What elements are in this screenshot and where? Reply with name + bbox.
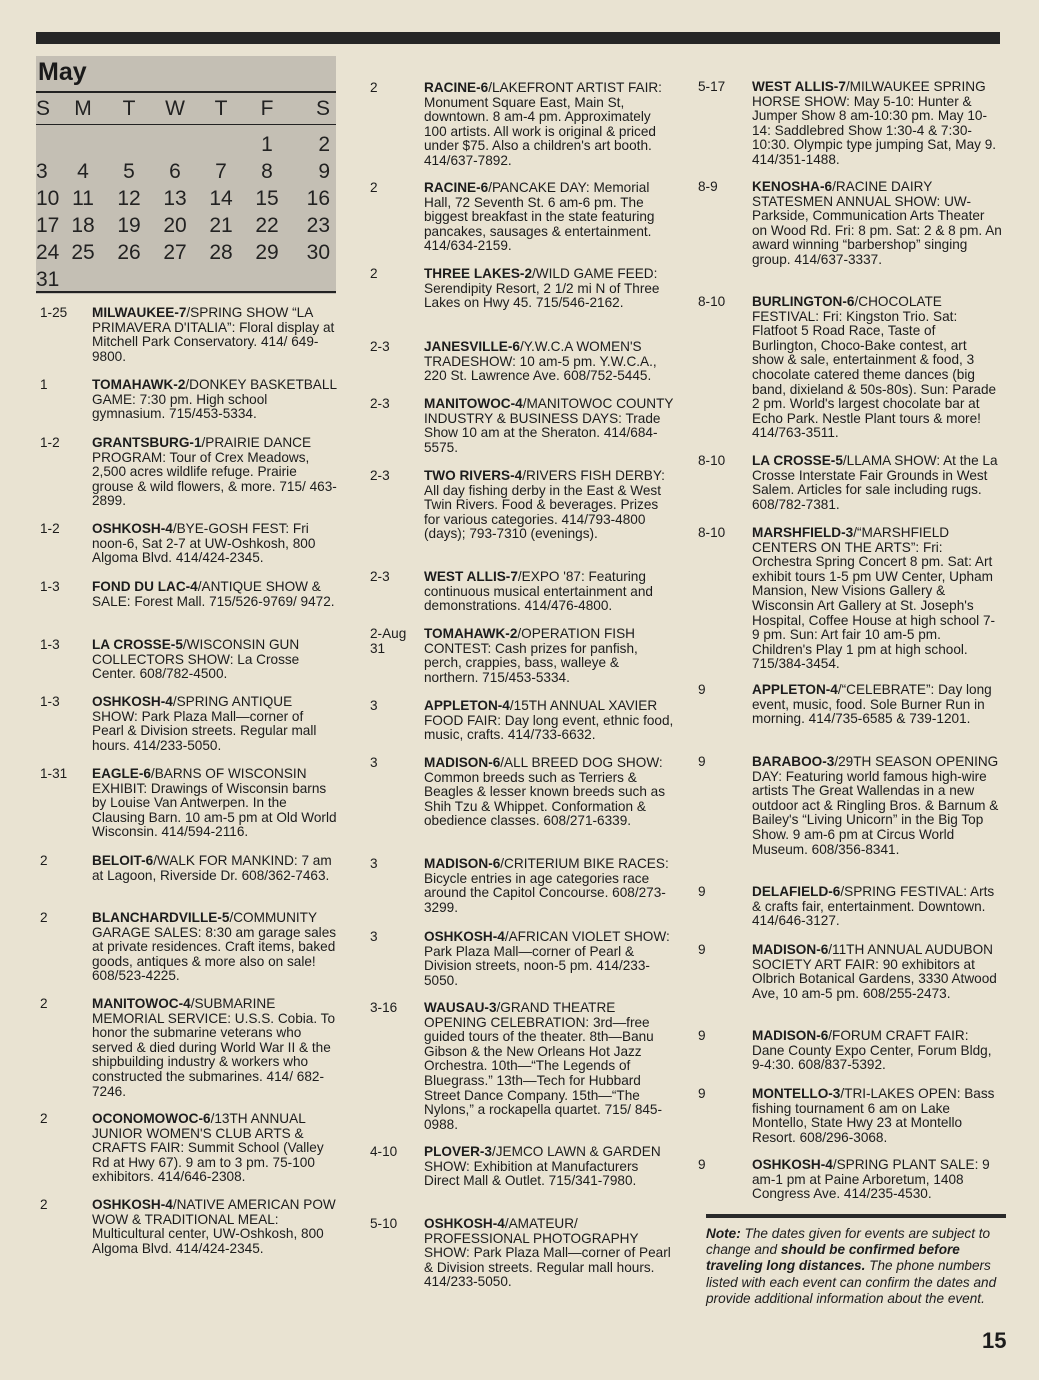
calendar-week [36, 240, 336, 266]
calendar-day: 6 [169, 160, 181, 183]
event-description [752, 454, 1002, 512]
event-date: 2-Aug 31 [370, 626, 407, 656]
event-date: 2 [40, 996, 48, 1011]
event-city: THREE LAKES-2 [424, 266, 533, 281]
calendar-week [36, 213, 336, 239]
calendar-day [152, 132, 198, 158]
event-description [752, 1087, 1002, 1145]
event-date: 1-3 [40, 694, 60, 709]
event-description [92, 436, 338, 509]
event-text: /SPRING ANTIQUE SHOW: Park Plaza Mall—corner of Pearl & Division streets. Regular mall hours. 414/233-5050. [92, 694, 317, 753]
event-text: /RACINE DAIRY STATESMEN ANNUAL SHOW: UW-Parkside, Communication Arts Theater on Wood Rd. Fri: 8 pm. Sat: 2 & 8 pm. An award winning “barbershop” singing group. 414/637-3337. [752, 179, 1002, 267]
event-date: 9 [698, 1028, 706, 1043]
calendar-day [152, 267, 198, 293]
calendar-day: 29 [255, 241, 279, 264]
calendar [36, 56, 336, 294]
event-date: 2 [40, 1111, 48, 1126]
event-text: /PRAIRIE DANCE PROGRAM: Tour of Crex Meadows, 2,500 acres wildlife refuge. Prairie grouse & wild flowers, & more. 715/ 463-2899. [92, 435, 337, 509]
event-city: MANITOWOC-4 [92, 996, 191, 1011]
event-text: /SPRING PLANT SALE: 9 am-1 pm at Paine Arboretum, 1408 Congress Ave. 414/235-4530. [752, 1157, 990, 1202]
calendar-day: 18 [71, 214, 95, 237]
calendar-day [106, 267, 152, 293]
event-description [92, 638, 338, 682]
event-description [92, 997, 338, 1099]
weekday-label: W [165, 97, 185, 120]
event-date: 2-3 [370, 339, 390, 354]
event-text: /BARNS OF WISCONSIN EXHIBIT: Drawings of Wisconsin barns by Louise Van Antwerpen. In the Clausing Barn. 10 am-5 pm at Old World Wisconsin. 414/594-2116. [92, 766, 337, 840]
event-text: /15TH ANNUAL XAVIER FOOD FAIR: Day long event, ethnic food, music, crafts. 414/733-6632. [424, 698, 674, 743]
event-city: APPLETON-4 [752, 682, 838, 697]
event-city: LA CROSSE-5 [92, 637, 183, 652]
disclaimer-note [706, 1226, 1006, 1307]
weekday-label: S [36, 97, 51, 120]
calendar-week [36, 132, 336, 158]
calendar-day: 31 [36, 268, 60, 291]
event-city: LA CROSSE-5 [752, 453, 843, 468]
calendar-day: 22 [255, 214, 279, 237]
event-city: OSHKOSH-4 [424, 929, 505, 944]
event-city: WEST ALLIS-7 [424, 569, 518, 584]
event-date: 2 [370, 266, 378, 281]
calendar-weekday-header [36, 96, 336, 122]
event-city: MANITOWOC-4 [424, 396, 523, 411]
event-date: 1-3 [40, 579, 60, 594]
event-city: RACINE-6 [424, 80, 489, 95]
event-date: 8-10 [698, 294, 726, 309]
divider [36, 291, 336, 293]
event-date: 9 [698, 1157, 706, 1172]
event-text: /SPRING FESTIVAL: Arts & crafts fair, entertainment. Downtown. 414/646-3127. [752, 884, 995, 929]
event-text: /COMMUNITY GARAGE SALES: 8:30 am garage sales at private residences. Craft items, baked goods, antiques & more also on sale! 608/523-4225. [92, 910, 337, 984]
event-text: /AFRICAN VIOLET SHOW: Park Plaza Mall—corner of Pearl & Division streets, noon-5 pm. 414/233-5050. [424, 929, 670, 988]
event-date: 8-10 [698, 525, 726, 540]
event-city: DELAFIELD-6 [752, 884, 841, 899]
event-description [92, 580, 338, 609]
calendar-day: 13 [163, 187, 187, 210]
note-emphasis: should be confirmed before traveling long distances. [706, 1242, 960, 1274]
calendar-day: 25 [71, 241, 95, 264]
event-date: 1-25 [40, 305, 68, 320]
event-description [752, 683, 1002, 727]
event-city: JANESVILLE-6 [424, 339, 520, 354]
event-date: 5-10 [370, 1216, 398, 1231]
weekday-label: M [74, 97, 92, 120]
event-text: /LAKEFRONT ARTIST FAIR: Monument Square East, Main St, downtown. 8 am-4 pm. Approximately 100 artists. All work is original & priced under $75. Also a children's art booth. 414/637-7892. [424, 80, 662, 168]
event-description [424, 699, 674, 743]
event-text: /TRI-LAKES OPEN: Bass fishing tournament 6 am on Lake Montello, State Hwy 23 at Montello Resort. 608/296-3068. [752, 1086, 995, 1145]
event-date: 2-3 [370, 569, 390, 584]
calendar-day: 24 [36, 241, 60, 264]
event-city: TOMAHAWK-2 [424, 626, 518, 641]
calendar-day: 8 [261, 160, 273, 183]
event-text: /ANTIQUE SHOW & SALE: Forest Mall. 715/526-9769/ 9472. [92, 579, 335, 609]
event-city: OSHKOSH-4 [92, 694, 173, 709]
event-text: /WILD GAME FEED: Serendipity Resort, 2 1/2 mi N of Three Lakes on Hwy 45. 715/546-2162. [424, 266, 660, 311]
event-city: OCONOMOWOC-6 [92, 1111, 211, 1126]
event-text: /CHOCOLATE FESTIVAL: Fri: Kingston Trio. Sat: Flatfoot 5 Road Race, Taste of Burlington, Choco-Bake contest, art show & sale, entertainment & food, 3 chocolate catered theme dances (big band, dixieland & 50s-80s). Sun: Parade 2 pm. World's largest chocolate bar at Echo Park. Nestle Plant tours & more! 414/763-3511. [752, 294, 997, 441]
event-text: /DONKEY BASKETBALL GAME: 7:30 pm. High school gymnasium. 715/453-5334. [92, 377, 337, 422]
weekday-label: S [315, 97, 330, 120]
event-city: BELOIT-6 [92, 853, 154, 868]
event-date: 8-10 [698, 453, 726, 468]
calendar-day [60, 132, 106, 158]
weekday-label: F [260, 97, 274, 120]
event-date: 4-10 [370, 1144, 398, 1159]
calendar-day: 1 [261, 133, 273, 156]
event-text: /LLAMA SHOW: At the La Crosse Interstate Fair Grounds in West Salem. Articles for sale including rugs. 608/782-7381. [752, 453, 998, 512]
calendar-day [244, 267, 290, 293]
event-date: 3 [370, 698, 378, 713]
event-city: WAUSAU-3 [424, 1000, 497, 1015]
event-date: 8-9 [698, 179, 718, 194]
event-city: MADISON-6 [424, 755, 501, 770]
calendar-day: 26 [117, 241, 141, 264]
event-description [424, 756, 674, 829]
event-date: 2 [40, 910, 48, 925]
note-text-1: The dates given for events are subject to change and [706, 1226, 991, 1258]
calendar-day: 27 [163, 241, 187, 264]
event-description [92, 522, 338, 566]
calendar-day [198, 267, 244, 293]
event-text: /EXPO '87: Featuring continuous musical entertainment and demonstrations. 414/476-4800. [424, 569, 653, 614]
event-city: APPLETON-4 [424, 698, 510, 713]
event-city: MONTELLO-3 [752, 1086, 841, 1101]
calendar-day: 5 [123, 160, 135, 183]
event-text: /11TH ANNUAL AUDUBON SOCIETY ART FAIR: 90 exhibitors at Olbrich Botanical Gardens, 3330 Atwood Ave, 10 am-5 pm. 608/255-2473. [752, 942, 997, 1001]
event-text: /WALK FOR MANKIND: 7 am at Lagoon, Riverside Dr. 608/362-7463. [92, 853, 332, 883]
event-city: OSHKOSH-4 [424, 1216, 505, 1231]
event-city: RACINE-6 [424, 180, 489, 195]
event-text: /13TH ANNUAL JUNIOR WOMEN'S CLUB ARTS & CRAFTS FAIR: Summit School (Valley Rd at Hwy 67). 9 am to 3 pm. 75-100 exhibitors. 414/646-2308. [92, 1111, 324, 1185]
event-city: MADISON-6 [752, 942, 829, 957]
event-description [92, 695, 338, 753]
event-description [752, 1029, 1002, 1073]
event-date: 3 [370, 755, 378, 770]
event-text: /ALL BREED DOG SHOW: Common breeds such as Terriers & Beagles & lesser known breeds such as Shih Tzu & Whippet. Conformation & obedience classes. 608/271-6339. [424, 755, 666, 829]
event-text: /NATIVE AMERICAN POW WOW & TRADITIONAL MEAL: Multicultural center, UW-Oshkosh, 800 Algoma Blvd. 414/424-2345. [92, 1197, 336, 1256]
event-city: GRANTSBURG-1 [92, 435, 202, 450]
event-description [424, 1145, 674, 1189]
event-text: /Y.W.C.A WOMEN'S TRADESHOW: 10 am-5 pm. Y.W.C.A., 220 St. Lawrence Ave. 608/752-5445. [424, 339, 657, 384]
event-description [752, 943, 1002, 1001]
event-city: MILWAUKEE-7 [92, 305, 187, 320]
event-description [92, 306, 338, 364]
calendar-day: 16 [306, 187, 330, 210]
calendar-day: 10 [36, 187, 60, 210]
event-city: FOND DU LAC-4 [92, 579, 198, 594]
divider [36, 124, 336, 125]
event-description [424, 340, 674, 384]
event-date: 1-2 [40, 521, 60, 536]
calendar-day [60, 267, 106, 293]
event-description [424, 397, 674, 455]
event-date: 1-3 [40, 637, 60, 652]
event-city: BARABOO-3 [752, 754, 835, 769]
event-description [424, 267, 674, 311]
event-text: /29TH SEASON OPENING DAY: Featuring world famous high-wire artists The Great Wallendas in a new outdoor act & Ringling Bros. & Barnum & Bailey's “Living Unicorn” in the Big Top Show. 9 am-6 pm at Circus World Museum. 608/356-8341. [752, 754, 999, 857]
event-city: KENOSHA-6 [752, 179, 833, 194]
calendar-day: 2 [318, 133, 330, 156]
event-city: BLANCHARDVILLE-5 [92, 910, 230, 925]
event-city: OSHKOSH-4 [92, 1197, 173, 1212]
event-date: 3 [370, 929, 378, 944]
event-description [92, 854, 338, 883]
top-rule [36, 32, 1000, 44]
event-city: MADISON-6 [752, 1028, 829, 1043]
calendar-day [198, 132, 244, 158]
divider [36, 91, 336, 93]
event-description [424, 1217, 674, 1290]
event-text: /AMATEUR/ PROFESSIONAL PHOTOGRAPHY SHOW: Park Plaza Mall—corner of Pearl & Division streets. Regular mall hours. 414/233-5050. [424, 1216, 671, 1290]
event-text: /“CELEBRATE”: Day long event, music, food. Sole Burner Run in morning. 414/735-6585 & 739-1201. [752, 682, 992, 727]
event-description [92, 378, 338, 422]
event-city: TWO RIVERS-4 [424, 468, 523, 483]
event-date: 2-3 [370, 396, 390, 411]
note-rule [706, 1214, 1006, 1218]
calendar-day: 30 [306, 241, 330, 264]
event-city: WEST ALLIS-7 [752, 79, 846, 94]
calendar-day [290, 267, 330, 293]
event-description [752, 1158, 1002, 1202]
event-description [424, 81, 674, 169]
event-city: OSHKOSH-4 [752, 1157, 833, 1172]
event-city: PLOVER-3 [424, 1144, 492, 1159]
calendar-day: 21 [209, 214, 233, 237]
calendar-day: 20 [163, 214, 187, 237]
event-description [752, 755, 1002, 857]
event-description [92, 1112, 338, 1185]
event-text: /MANITOWOC COUNTY INDUSTRY & BUSINESS DAYS: Trade Show 10 am at the Sheraton. 414/684-5575. [424, 396, 674, 455]
event-text: /SUBMARINE MEMORIAL SERVICE: U.S.S. Cobia. To honor the submarine veterans who served & died during World War II & the shipbuilding industry & workers who constructed the submarines. 414/ 682-7246. [92, 996, 336, 1099]
event-text: /JEMCO LAWN & GARDEN SHOW: Exhibition at Manufacturers Direct Mall & Outlet. 715/341-7980. [424, 1144, 661, 1189]
event-date: 2 [370, 180, 378, 195]
event-text: /BYE-GOSH FEST: Fri noon-6, Sat 2-7 at UW-Oshkosh, 800 Algoma Blvd. 414/424-2345. [92, 521, 316, 566]
calendar-day: 4 [77, 160, 89, 183]
event-date: 9 [698, 1086, 706, 1101]
event-text: /CRITERIUM BIKE RACES: Bicycle entries in age categories race around the Capitol Concourse. 608/273-3299. [424, 856, 669, 915]
event-date: 3 [370, 856, 378, 871]
event-description [424, 469, 674, 542]
event-date: 2 [40, 853, 48, 868]
event-text: /SPRING SHOW “LA PRIMAVERA D'ITALIA”: Floral display at Mitchell Park Conservatory. 414/ 649-9800. [92, 305, 335, 364]
calendar-day: 14 [209, 187, 233, 210]
note-text-2: The phone numbers listed with each event can confirm the dates and provide additional information about the event. [706, 1258, 997, 1306]
event-description [424, 857, 674, 915]
calendar-day: 9 [318, 160, 330, 183]
event-description [424, 1001, 674, 1132]
event-description [752, 80, 1002, 168]
event-description [424, 181, 674, 254]
event-date: 9 [698, 754, 706, 769]
event-text: /GRAND THEATRE OPENING CELEBRATION: 3rd—free guided tours of the theater. 8th—Banu Gibson & the New Orleans Hot Jazz Orchestra. 10th—“The Legends of Bluegrass.” 13th—Tech for Hubbard Street Dance Company. 15th—“The Nylons,” a rockapella quartet. 715/ 845-0988. [424, 1000, 663, 1132]
event-city: MADISON-6 [424, 856, 501, 871]
calendar-day [106, 132, 152, 158]
event-date: 3-16 [370, 1000, 398, 1015]
event-date: 1-2 [40, 435, 60, 450]
event-date: 2-3 [370, 468, 390, 483]
event-city: BURLINGTON-6 [752, 294, 855, 309]
event-city: TOMAHAWK-2 [92, 377, 186, 392]
event-city: EAGLE-6 [92, 766, 151, 781]
event-text: /MILWAUKEE SPRING HORSE SHOW: May 5-10: Hunter & Jumper Show 8 am-10:30 pm. May 10-14: Saddlebred Show 1:30-4 & 7:30-10:30. Olympic type jumping Sat, May 9. 414/351-1488. [752, 79, 997, 167]
event-description [752, 885, 1002, 929]
event-description [752, 526, 1002, 672]
event-description [424, 627, 674, 685]
event-description [92, 767, 338, 840]
event-date: 1-31 [40, 766, 68, 781]
calendar-day: 23 [306, 214, 330, 237]
event-date: 2 [370, 80, 378, 95]
weekday-label: T [122, 97, 136, 120]
event-description [92, 911, 338, 984]
calendar-day: 28 [209, 241, 233, 264]
event-description [424, 930, 674, 988]
calendar-day: 12 [117, 187, 141, 210]
event-text: /FORUM CRAFT FAIR: Dane County Expo Center, Forum Bldg, 9-4:30. 608/837-5392. [752, 1028, 992, 1073]
calendar-day: 19 [117, 214, 141, 237]
weekday-label: T [214, 97, 228, 120]
note-label: Note: [706, 1226, 741, 1241]
event-description [92, 1198, 338, 1256]
calendar-day: 3 [36, 160, 48, 183]
event-city: MARSHFIELD-3 [752, 525, 854, 540]
calendar-day: 7 [215, 160, 227, 183]
event-date: 9 [698, 682, 706, 697]
event-city: OSHKOSH-4 [92, 521, 173, 536]
event-description [424, 570, 674, 614]
event-description [752, 295, 1002, 441]
calendar-month: May [38, 58, 87, 86]
event-date: 2 [40, 1197, 48, 1212]
calendar-day: 15 [255, 187, 279, 210]
event-date: 9 [698, 942, 706, 957]
calendar-week [36, 267, 336, 293]
calendar-day: 11 [72, 187, 94, 210]
calendar-day [36, 132, 60, 158]
event-text: /PANCAKE DAY: Memorial Hall, 72 Seventh St. 6 am-6 pm. The biggest breakfast in the state featuring pancakes, sausages & entertainment. 414/634-2159. [424, 180, 655, 254]
event-date: 9 [698, 884, 706, 899]
event-text: /OPERATION FISH CONTEST: Cash prizes for panfish, perch, crappies, bass, walleye & northern. 715/453-5334. [424, 626, 638, 685]
page-number: 15 [982, 1328, 1007, 1353]
event-description [752, 180, 1002, 268]
calendar-day: 17 [36, 214, 60, 237]
event-date: 5-17 [698, 79, 726, 94]
event-text: /RIVERS FISH DERBY: All day fishing derby in the East & West Twin Rivers. Food & beverages. Prizes for various categories. 414/793-4800 (days); 793-7310 (evenings). [424, 468, 665, 542]
calendar-week [36, 186, 336, 212]
event-text: /WISCONSIN GUN COLLECTORS SHOW: La Crosse Center. 608/782-4500. [92, 637, 300, 682]
calendar-week [36, 159, 336, 185]
event-text: /“MARSHFIELD CENTERS ON THE ARTS”: Fri: Orchestra Spring Concert 8 pm. Sat: Art exhibit tours 1-5 pm UW Center, Upham Mansion, New Visions Gallery & Wisconsin Art Gallery at St. Joseph's Hospital, Coffee House at high school 7-9 pm. Sun: Art fair 10 am-5 pm. Children's Play 1 pm at high school. 715/384-3454. [752, 525, 996, 672]
event-date: 1 [40, 377, 48, 392]
